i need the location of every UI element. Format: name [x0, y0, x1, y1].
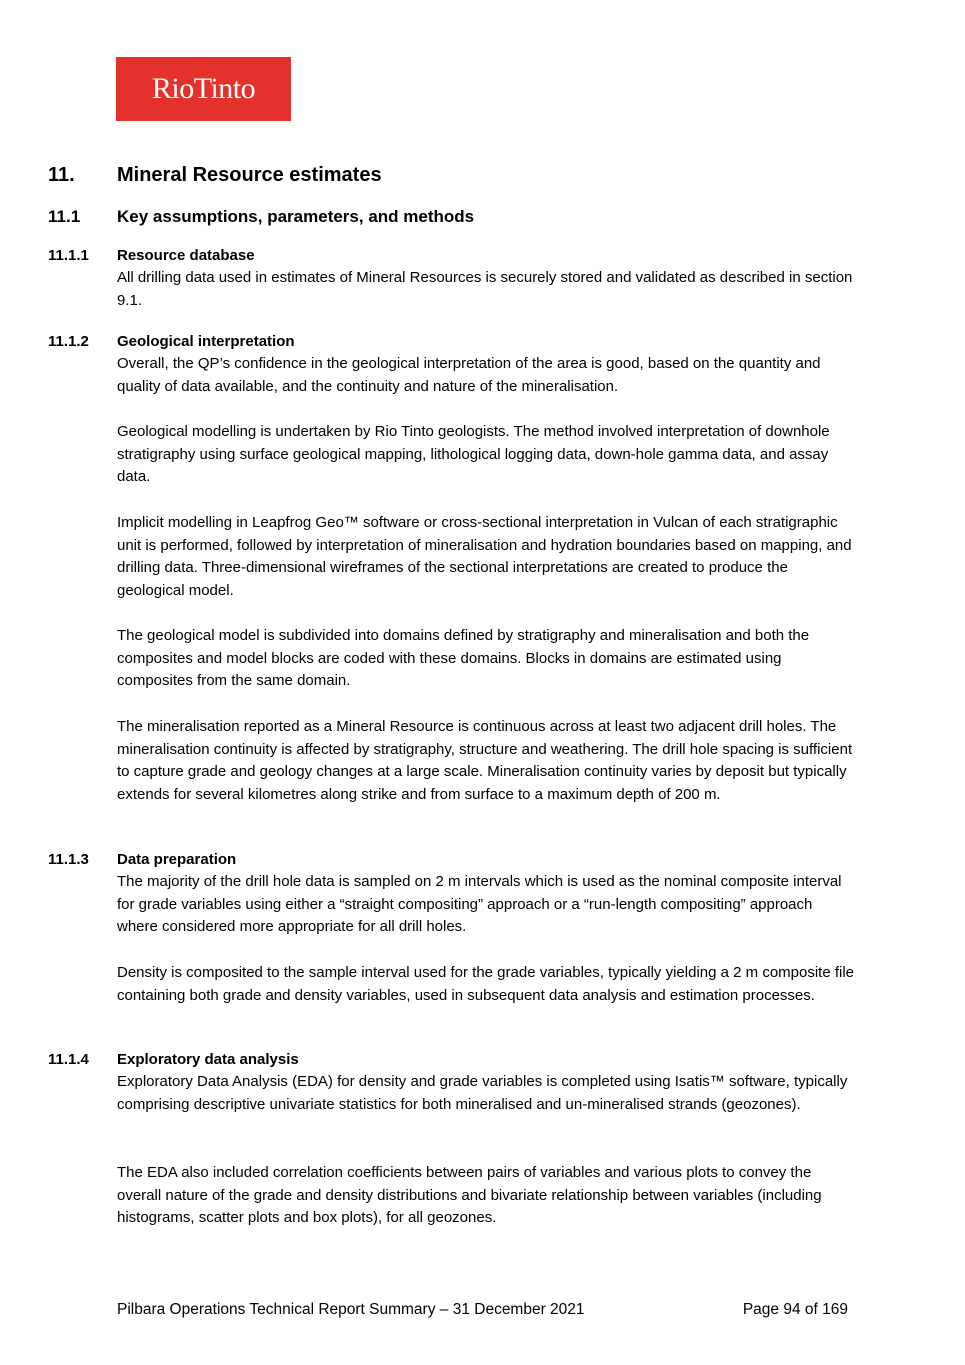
paragraph: Exploratory Data Analysis (EDA) for density and grade variables is completed using Isatis™ software, typically comprising descriptive univariate statistics for both mineralised and un-mineralised strands (geozones). — [117, 1073, 848, 1113]
rio-tinto-logo — [116, 57, 291, 121]
section-number: 11. — [48, 164, 75, 186]
subsubsection-number: 11.1.1 — [48, 247, 89, 264]
subsubsection-title: Resource database — [117, 247, 255, 264]
subsubsection-number: 11.1.2 — [48, 333, 89, 350]
subsubsection-title: Exploratory data analysis — [117, 1051, 299, 1068]
paragraph: Overall, the QP’s confidence in the geological interpretation of the area is good, based on the quantity and quality of data available, and the continuity and nature of the mineralisation. — [117, 355, 821, 395]
footer-report-title: Pilbara Operations Technical Report Summary – 31 December 2021 — [117, 1301, 585, 1318]
paragraph: The majority of the drill hole data is sampled on 2 m intervals which is used as the nominal composite interval for grade variables using either a “straight compositing” approach or a “run-length compositing” approach where considered more appropriate for all drill holes. — [117, 873, 842, 936]
paragraph: Density is composited to the sample interval used for the grade variables, typically yielding a 2 m composite file containing both grade and density variables, used in subsequent data analysis and estimation processes. — [117, 964, 855, 1004]
subsubsection-title: Geological interpretation — [117, 333, 295, 350]
paragraph: The geological model is subdivided into domains defined by stratigraphy and mineralisation and both the composites and model blocks are coded with these domains. Blocks in domains are estimated using composites from the same domain. — [117, 627, 810, 690]
paragraph: Implicit modelling in Leapfrog Geo™ software or cross-sectional interpretation in Vulcan of each stratigraphic unit is performed, followed by interpretation of mineralisation and hydration boundaries based on mapping, and drilling data. Three-dimensional wireframes of the sectional interpretations are created to produce the geological model. — [117, 514, 852, 600]
footer-page-number: Page 94 of 169 — [742, 1301, 848, 1318]
logo-text: RioTinto — [151, 72, 256, 105]
subsubsection-number: 11.1.3 — [48, 851, 89, 868]
paragraph: All drilling data used in estimates of Mineral Resources is securely stored and validated as described in section 9.1. — [117, 269, 853, 309]
subsubsection-number: 11.1.4 — [48, 1051, 89, 1068]
paragraph: The EDA also included correlation coefficients between pairs of variables and various plots to convey the overall nature of the grade and density distributions and bivariate relationship between variables (including histograms, scatter plots and box plots), for all geozones. — [117, 1164, 822, 1227]
subsection-number: 11.1 — [48, 207, 81, 226]
section-title: Mineral Resource estimates — [117, 164, 382, 186]
paragraph: The mineralisation reported as a Mineral Resource is continuous across at least two adjacent drill holes. The mineralisation continuity is affected by stratigraphy, structure and weathering. The drill hole spacing is sufficient to capture grade and geology changes at a large scale. Mineralisation continuity varies by deposit but typically extends for several kilometres along strike and from surface to a maximum depth of 200 m. — [117, 718, 853, 804]
paragraph: Geological modelling is undertaken by Rio Tinto geologists. The method involved interpretation of downhole stratigraphy using surface geological mapping, lithological logging data, down-hole gamma data, and assay data. — [117, 423, 830, 486]
subsubsection-title: Data preparation — [117, 851, 237, 868]
subsection-title: Key assumptions, parameters, and methods — [117, 207, 475, 226]
